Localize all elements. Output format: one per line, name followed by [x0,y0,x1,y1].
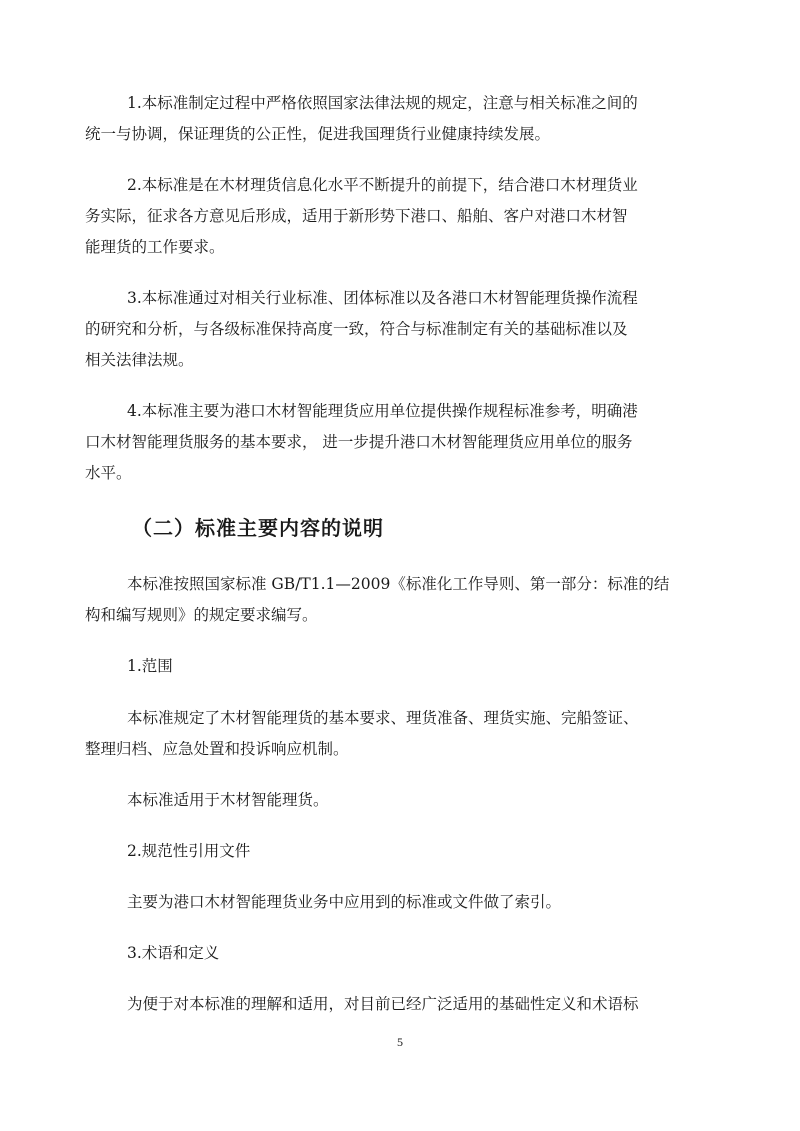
subsection-title: 2.规范性引用文件 [127,842,251,860]
paragraph-line: 整理归档、应急处置和投诉响应机制。 [85,740,349,758]
paragraph-line: 本标准规定了木材智能理货的基本要求、理货准备、理货实施、完船签证、 [127,709,639,727]
paragraph-line: 能理货的工作要求。 [85,238,225,256]
paragraph-line: 水平。 [85,464,132,482]
paragraph-2 [85,170,675,263]
paragraph-line: 口木材智能理货服务的基本要求， 进一步提升港口木材智能理货应用单位的服务 [85,433,633,451]
paragraph-line: 2.本标准是在木材理货信息化水平不断提升的前提下，结合港口木材理货业 [127,176,638,194]
section-heading: （二）标准主要内容的说明 [132,516,384,540]
paragraph-1 [85,88,675,150]
subsection-title-terms [85,938,675,969]
paragraph-line: 统一与协调，保证理货的公正性，促进我国理货行业健康持续发展。 [85,125,551,143]
paragraph-line: 本标准适用于木材智能理货。 [127,791,329,809]
paragraph-line: 的研究和分析，与各级标准保持高度一致，符合与标准制定有关的基础标准以及 [85,320,628,338]
paragraph-5 [85,569,675,631]
subsection-title: 3.术语和定义 [127,944,220,962]
paragraph-line: 本标准按照国家标准 GB/T1.1—2009《标准化工作导则、第一部分：标准的结 [127,575,670,593]
paragraph-4 [85,396,675,489]
subsection-title-scope [85,651,675,682]
paragraph-scope-2 [85,785,675,816]
page-number: 5 [397,1035,403,1049]
paragraph-line: 4.本标准主要为港口木材智能理货应用单位提供操作规程标准参考，明确港 [127,402,638,420]
paragraph-line: 3.本标准通过对相关行业标准、团体标准以及各港口木材智能理货操作流程 [127,289,638,307]
paragraph-line: 务实际，征求各方意见后形成，适用于新形势下港口、船舶、客户对港口木材智 [85,207,628,225]
paragraph-normative-references [85,887,675,918]
paragraph-3 [85,283,675,376]
subsection-title-normative-references [85,836,675,867]
paragraph-line: 1.本标准制定过程中严格依照国家法律法规的规定，注意与相关标准之间的 [127,94,638,112]
paragraph-line: 构和编写规则》的规定要求编写。 [85,606,318,624]
paragraph-scope-1 [85,703,675,765]
subsection-title: 1.范围 [127,657,173,675]
paragraph-line: 为便于对本标准的理解和适用，对目前已经广泛适用的基础性定义和术语标 [127,995,639,1013]
paragraph-line: 相关法律法规。 [85,351,194,369]
paragraph-terms [85,989,675,1020]
paragraph-line: 主要为港口木材智能理货业务中应用到的标准或文件做了索引。 [127,893,562,911]
